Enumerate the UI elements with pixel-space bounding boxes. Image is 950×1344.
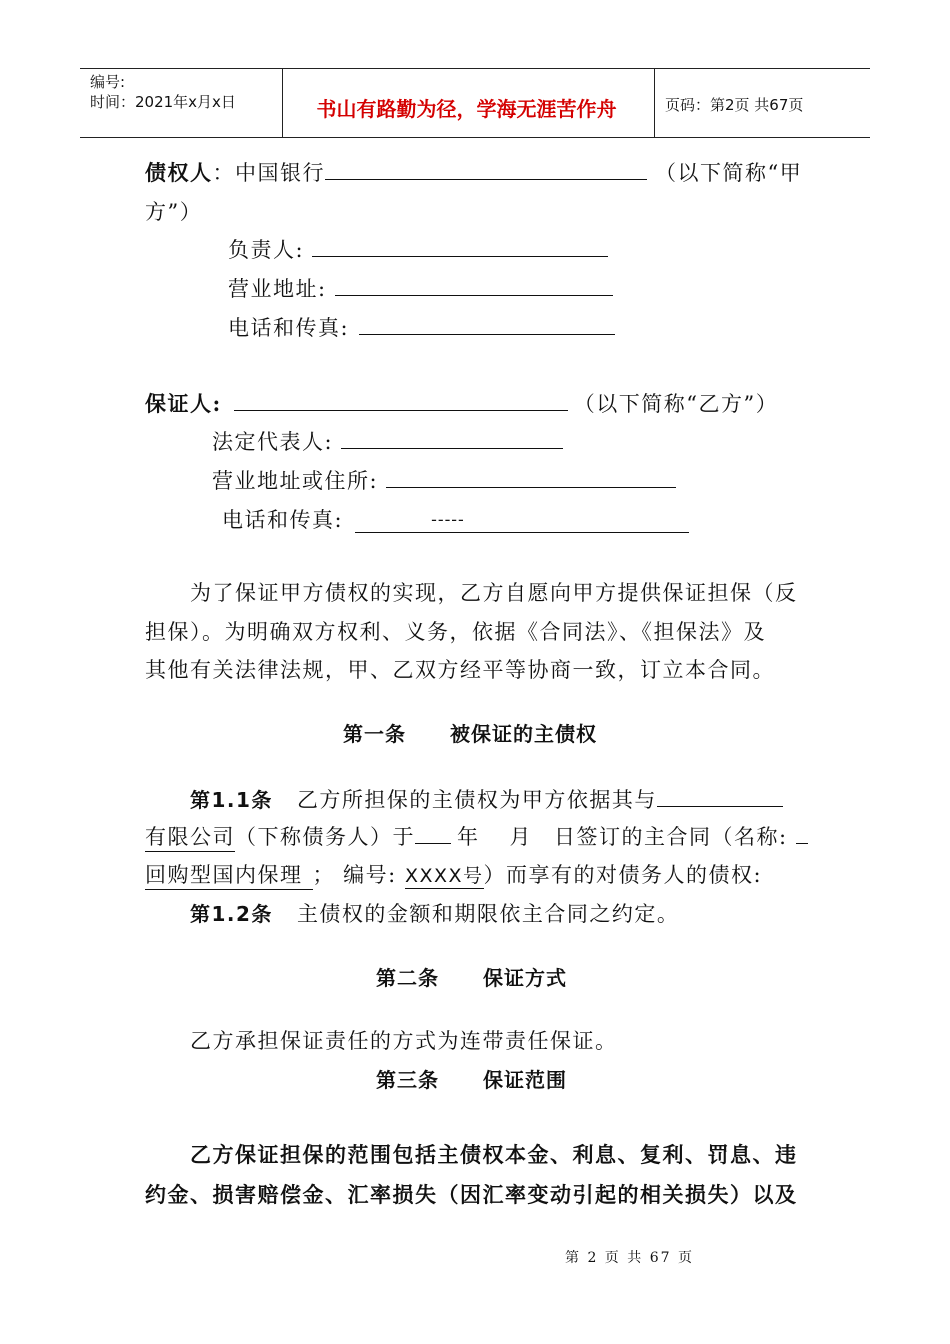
article-3-line-2: 约金、损害赔偿金、汇率损失（因汇率变动引起的相关损失）以及 (145, 1182, 798, 1207)
document-number-label: 编号: (90, 73, 126, 91)
article-3-title: 保证范围 (483, 1068, 567, 1092)
guarantor-address (212, 465, 676, 495)
year-label: 年 (457, 825, 480, 849)
clause-1-1-text: 乙方所担保的主债权为甲方依据其与 (296, 788, 657, 812)
preamble-line-2: 担保）。为明确双方权利、义务，依据《合同法》、《担保法》及 (145, 620, 766, 644)
contract-code: XXXX号 (405, 861, 484, 889)
responsible-blank[interactable] (312, 256, 608, 257)
article-2-number: 第二条 (376, 966, 439, 990)
page-indicator: 页码：第2页 共67页 (665, 96, 804, 114)
clause-1-1-text-4: ）而享有的对债务人的债权: (483, 863, 763, 887)
guarantor-legal-rep (212, 426, 563, 456)
creditor-address-label: 营业地址: (228, 277, 327, 301)
clause-1-1-line-2 (145, 821, 808, 852)
creditor-blank[interactable] (325, 179, 647, 180)
creditor-address (228, 273, 613, 303)
creditor-name: ：中国银行 (212, 161, 325, 185)
header-divider (654, 69, 655, 137)
guarantor-address-blank[interactable] (386, 487, 676, 488)
article-1-number: 第一条 (343, 722, 406, 746)
day-label: 日签订的主合同（名称: (554, 825, 796, 849)
guarantor-phone-label: 电话和传真: (222, 508, 344, 532)
guarantor-phone (222, 504, 689, 534)
debtor-company: 有限公司 (145, 821, 235, 852)
document-date: 时间：2021年x月x日 (90, 93, 236, 111)
guarantor-line (145, 388, 778, 418)
page-header (80, 68, 870, 138)
guarantor-label: 保证人: (145, 391, 222, 416)
legal-rep-blank[interactable] (341, 448, 563, 449)
clause-1-1-line-1 (190, 784, 783, 814)
header-motto: 书山有路勤为径，学海无涯苦作舟 (316, 97, 617, 121)
creditor-phone (228, 312, 615, 342)
creditor-address-blank[interactable] (335, 295, 613, 296)
clause-1-1-number: 第1.1条 (190, 788, 273, 812)
contract-name: 回购型国内保理 (145, 859, 313, 890)
preamble-line-1: 为了保证甲方债权的实现，乙方自愿向甲方提供保证担保（反 (190, 581, 798, 605)
year-blank[interactable] (415, 843, 451, 844)
clause-1-2-number: 第1.2条 (190, 902, 273, 926)
clause-1-1-text-2: （下称债务人）于 (235, 825, 415, 849)
creditor-line (145, 157, 802, 187)
guarantor-phone-blank[interactable] (355, 508, 689, 533)
creditor-phone-blank[interactable] (359, 334, 615, 335)
clause-1-2-text: 主债权的金额和期限依主合同之约定。 (296, 902, 680, 926)
article-3-line-1: 乙方保证担保的范围包括主债权本金、利息、复利、罚息、违 (190, 1142, 798, 1167)
article-2-title: 保证方式 (483, 966, 567, 990)
creditor-abbrev: （以下简称“甲 (655, 161, 803, 185)
guarantor-address-label: 营业地址或住所: (212, 469, 379, 493)
responsible-label: 负责人: (228, 238, 305, 262)
page-footer: 第 2 页 共 67 页 (565, 1250, 694, 1266)
debtor-blank[interactable] (657, 806, 783, 807)
legal-rep-label: 法定代表人: (212, 430, 334, 454)
creditor-responsible (228, 234, 608, 264)
article-3-heading (376, 1064, 567, 1093)
creditor-abbrev-cont: 方”） (145, 200, 203, 224)
preamble-line-3: 其他有关法律法规，甲、乙双方经平等协商一致，订立本合同。 (145, 658, 775, 682)
creditor-label: 债权人 (145, 160, 213, 185)
article-1-title: 被保证的主债权 (450, 722, 597, 746)
clause-1-1-text-3: ； 编号: (312, 863, 405, 887)
creditor-phone-label: 电话和传真: (228, 316, 350, 340)
guarantor-blank[interactable] (234, 410, 568, 411)
guarantor-phone-value: ----- (431, 510, 465, 530)
contract-name-blank[interactable] (796, 843, 808, 844)
clause-1-2 (190, 898, 679, 928)
guarantor-abbrev: （以下简称“乙方”） (573, 392, 779, 416)
article-3-number: 第三条 (376, 1068, 439, 1092)
article-2-heading (376, 962, 567, 991)
article-2-text: 乙方承担保证责任的方式为连带责任保证。 (190, 1029, 618, 1053)
month-label: 月 (509, 825, 532, 849)
clause-1-1-line-3 (145, 859, 762, 890)
article-1-heading (343, 718, 597, 747)
